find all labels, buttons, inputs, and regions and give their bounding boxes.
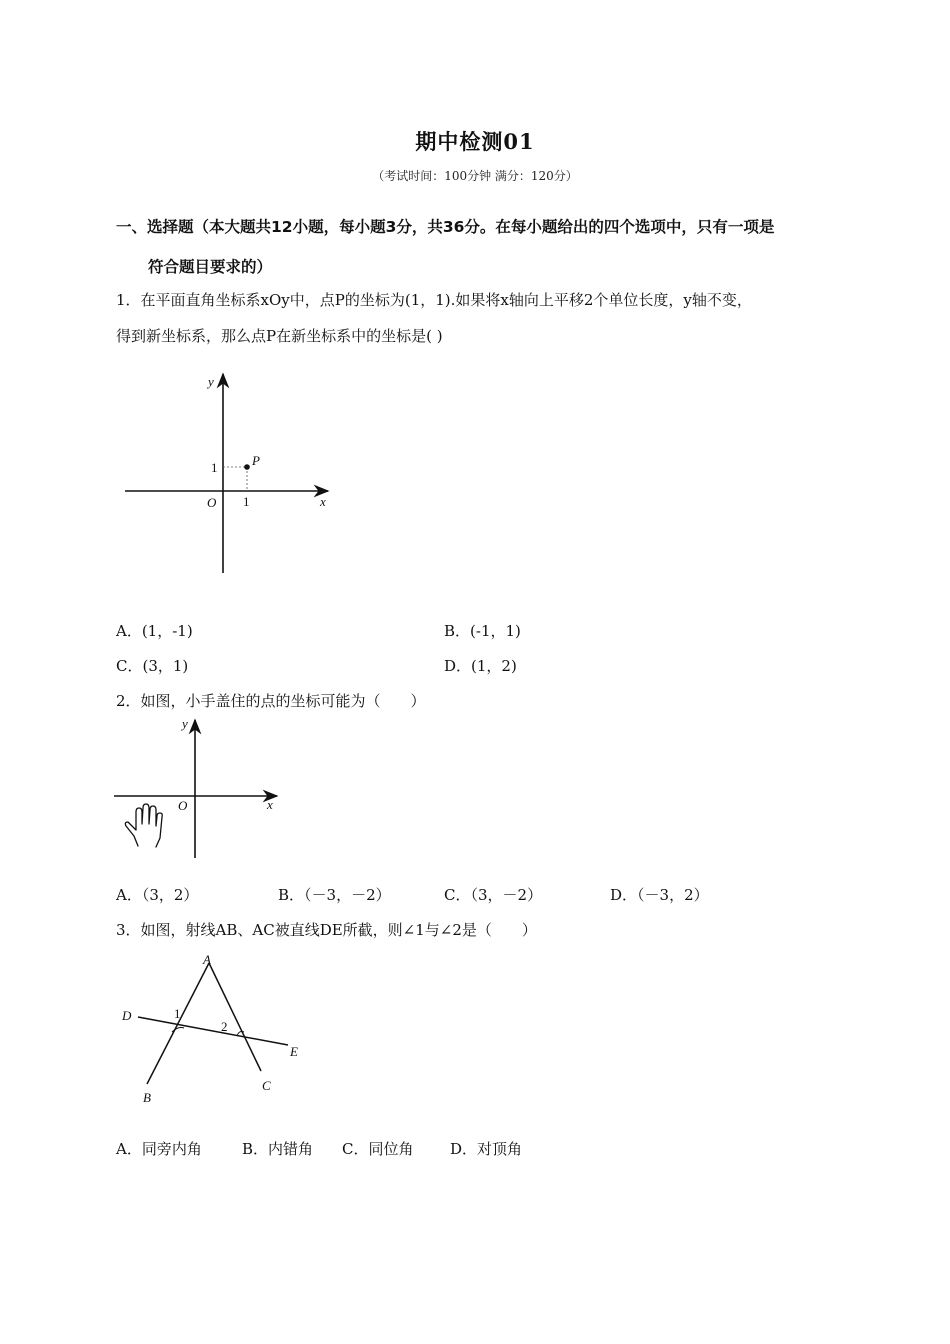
- y-axis-label: y: [208, 374, 214, 389]
- ray-ab: [147, 963, 209, 1084]
- hand-icon: [125, 804, 162, 847]
- option-c[interactable]: C．同位角: [342, 1140, 414, 1158]
- point-a-label: A: [203, 952, 211, 967]
- point-e-label: E: [290, 1044, 298, 1059]
- exam-info: （考试时间：100分钟 满分：120分）: [372, 169, 578, 183]
- point-c-label: C: [262, 1078, 271, 1093]
- option-c[interactable]: C．（3，－2）: [444, 886, 543, 904]
- page-title: 期中检测01: [415, 129, 535, 154]
- point-p-label: P: [252, 453, 260, 468]
- option-d[interactable]: D．（－3，2）: [610, 886, 709, 904]
- question-2-figure: [112, 716, 282, 861]
- y-tick-label: 1: [211, 460, 218, 475]
- option-b[interactable]: B．（－3，－2）: [278, 886, 391, 904]
- x-tick-label: 1: [243, 494, 250, 509]
- angle-2-label: 2: [221, 1019, 228, 1034]
- question-1-text: 1．在平面直角坐标系xOy中，点P的坐标为(1，1).如果将x轴向上平移2个单位长度，y轴不变，: [116, 291, 752, 309]
- angle-1-label: 1: [174, 1006, 181, 1021]
- option-c[interactable]: C．(3，1): [116, 657, 189, 675]
- origin-label: O: [178, 798, 188, 813]
- origin-label: O: [207, 495, 217, 510]
- question-2-text: 2．如图，小手盖住的点的坐标可能为（ ）: [116, 692, 426, 710]
- point-d-label: D: [122, 1008, 132, 1023]
- point-p: [244, 464, 250, 470]
- option-d[interactable]: D．对顶角: [450, 1140, 523, 1158]
- question-1-text-continued: 得到新坐标系，那么点P在新坐标系中的坐标是( ): [116, 327, 443, 345]
- x-axis-label: x: [320, 494, 326, 509]
- section-heading-continued: 符合题目要求的）: [148, 258, 273, 276]
- option-a[interactable]: A．(1，-1): [116, 622, 193, 640]
- option-b[interactable]: B．内错角: [242, 1140, 314, 1158]
- question-1-figure: [120, 368, 340, 578]
- ray-ac: [209, 963, 261, 1071]
- x-axis-label: x: [267, 797, 273, 812]
- y-axis-label: y: [182, 716, 188, 731]
- point-b-label: B: [143, 1090, 151, 1105]
- option-a[interactable]: A．（3，2）: [116, 886, 199, 904]
- section-heading: 一、选择题（本大题共12小题，每小题3分，共36分。在每小题给出的四个选项中，只有一项是: [116, 218, 775, 236]
- option-a[interactable]: A．同旁内角: [116, 1140, 202, 1158]
- question-3-text: 3．如图，射线AB、AC被直线DE所截，则∠1与∠2是（ ）: [116, 921, 537, 939]
- option-b[interactable]: B．(-1，1): [444, 622, 521, 640]
- line-de: [138, 1017, 288, 1045]
- question-3-figure: [118, 946, 318, 1111]
- option-d[interactable]: D．(1，2): [444, 657, 517, 675]
